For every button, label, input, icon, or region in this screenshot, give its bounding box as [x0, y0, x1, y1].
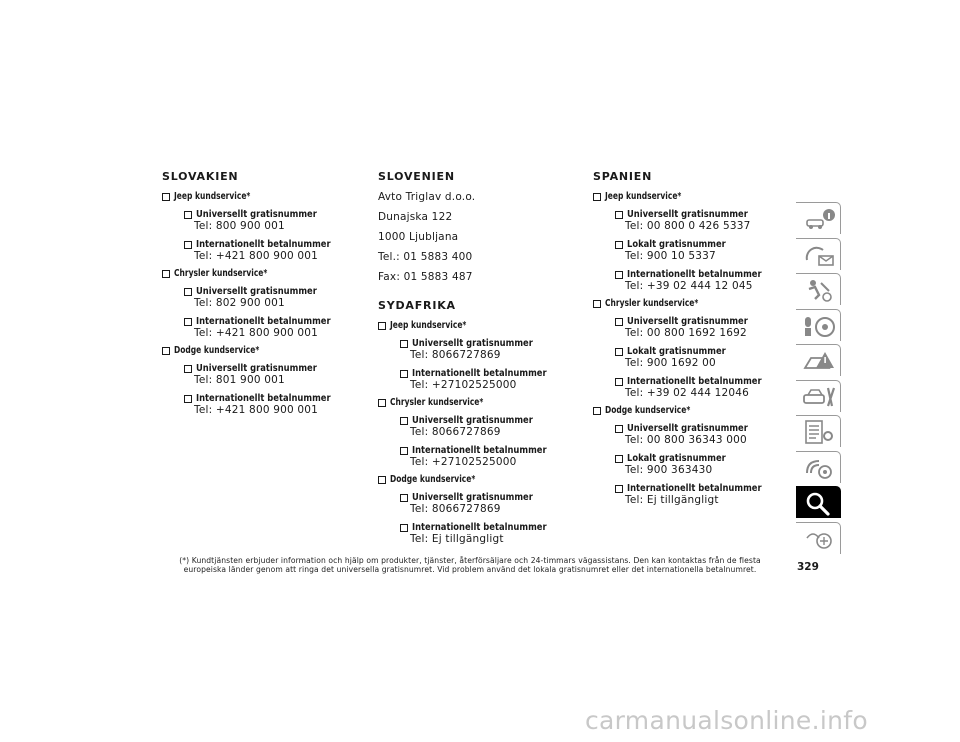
contact-entry — [400, 415, 583, 438]
checkbox-bullet-icon — [184, 241, 192, 249]
entry-label: Universellt gratisnummer — [400, 415, 583, 426]
entry-label: Universellt gratisnummer — [184, 286, 367, 297]
contact-entry — [615, 423, 798, 446]
entry-label: Universellt gratisnummer — [184, 209, 367, 220]
maintenance-icon — [801, 384, 837, 410]
tab-multimedia[interactable] — [796, 451, 841, 483]
address-line: 1000 Ljubljana — [378, 231, 459, 243]
entry-label: Universellt gratisnummer — [400, 492, 583, 503]
entry-tel: Tel: 802 900 001 — [194, 297, 285, 309]
entry-label: Universellt gratisnummer — [615, 209, 798, 220]
address-line: Avto Triglav d.o.o. — [378, 191, 476, 203]
checkbox-bullet-icon — [593, 193, 601, 201]
tab-emergency[interactable] — [796, 344, 841, 376]
contact-entry — [184, 393, 367, 416]
tab-safety[interactable] — [796, 273, 841, 305]
entry-tel: Tel: +27102525000 — [410, 456, 517, 468]
page-number: 329 — [797, 561, 819, 573]
entry-label: Universellt gratisnummer — [615, 316, 798, 327]
checkbox-bullet-icon — [184, 318, 192, 326]
entry-label: Internationellt betalnummer — [400, 368, 583, 379]
checkbox-bullet-icon — [400, 494, 408, 502]
contact-entry — [184, 239, 367, 262]
tab-technical-data[interactable] — [796, 415, 841, 447]
checkbox-bullet-icon — [615, 455, 623, 463]
tab-dashboard[interactable] — [796, 238, 841, 270]
entry-tel: Tel: 8066727869 — [410, 349, 501, 361]
tab-starting-driving[interactable] — [796, 309, 841, 341]
footnote: (*) Kundtjänsten erbjuder information och hjälp om produkter, tjänster, återförsäljare och 24-timmars vägassistans. Den kan kontaktas från de flesta europeiska länder genom att ringa det universella gratisnumret. Vid problem använd det lokala gratisnumret eller det internationella betalnumret. — [179, 556, 761, 574]
checkbox-bullet-icon — [162, 347, 170, 355]
tab-maintenance[interactable] — [796, 380, 841, 412]
checkbox-bullet-icon — [615, 378, 623, 386]
contact-entry — [615, 346, 798, 369]
checkbox-bullet-icon — [593, 407, 601, 415]
service-title: Dodge kundservice* — [162, 345, 367, 356]
entry-label: Internationellt betalnummer — [184, 393, 367, 404]
entry-tel: Tel: 800 900 001 — [194, 220, 285, 232]
entry-label: Internationellt betalnummer — [400, 445, 583, 456]
checkbox-bullet-icon — [378, 322, 386, 330]
checkbox-bullet-icon — [615, 425, 623, 433]
entry-label: Internationellt betalnummer — [184, 316, 367, 327]
checkbox-bullet-icon — [378, 476, 386, 484]
contact-entry — [615, 209, 798, 232]
contact-entry — [615, 483, 798, 506]
multimedia-icon — [801, 455, 837, 481]
entry-label: Lokalt gratisnummer — [615, 239, 798, 250]
contact-entry — [615, 239, 798, 262]
entry-tel: Tel: 8066727869 — [410, 503, 501, 515]
service-title: Dodge kundservice* — [378, 474, 583, 485]
service-title: Chrysler kundservice* — [593, 298, 798, 309]
service-title: Jeep kundservice* — [162, 191, 367, 202]
tab-search-index[interactable] — [796, 486, 841, 518]
contact-entry — [400, 368, 583, 391]
entry-tel: Tel: 00 800 0 426 5337 — [625, 220, 751, 232]
entry-tel: Tel: 900 1692 00 — [625, 357, 716, 369]
entry-tel: Tel: 00 800 36343 000 — [625, 434, 747, 446]
checkbox-bullet-icon — [378, 399, 386, 407]
entry-tel: Tel: +421 800 900 001 — [194, 250, 319, 262]
contact-entry — [615, 376, 798, 399]
checkbox-bullet-icon — [400, 340, 408, 348]
service-title: Jeep kundservice* — [593, 191, 798, 202]
entry-tel: Tel: +421 800 900 001 — [194, 404, 319, 416]
address-line: Fax: 01 5883 487 — [378, 271, 473, 283]
checkbox-bullet-icon — [615, 485, 623, 493]
search-index-icon — [801, 490, 837, 516]
checkbox-bullet-icon — [184, 288, 192, 296]
section-heading-slovakien: SLOVAKIEN — [162, 170, 239, 183]
address-line: Tel.: 01 5883 400 — [378, 251, 473, 263]
contact-entry — [184, 363, 367, 386]
checkbox-bullet-icon — [400, 447, 408, 455]
checkbox-bullet-icon — [615, 211, 623, 219]
watermark: carmanualsonline.info — [585, 706, 868, 735]
contact-entry — [400, 445, 583, 468]
service-list — [593, 191, 798, 506]
service-title: Jeep kundservice* — [378, 320, 583, 331]
entry-tel: Tel: 801 900 001 — [194, 374, 285, 386]
contact-entry — [184, 286, 367, 309]
checkbox-bullet-icon — [615, 271, 623, 279]
entry-tel: Tel: +39 02 444 12 045 — [625, 280, 753, 292]
emergency-icon — [801, 348, 837, 374]
language-icon — [801, 526, 837, 552]
contact-entry — [615, 269, 798, 292]
address-block — [378, 191, 583, 283]
chapter-tabs — [796, 202, 842, 557]
checkbox-bullet-icon — [162, 270, 170, 278]
checkbox-bullet-icon — [184, 211, 192, 219]
entry-label: Lokalt gratisnummer — [615, 346, 798, 357]
entry-label: Universellt gratisnummer — [615, 423, 798, 434]
checkbox-bullet-icon — [615, 348, 623, 356]
service-title: Chrysler kundservice* — [378, 397, 583, 408]
contact-entry — [184, 209, 367, 232]
entry-label: Universellt gratisnummer — [400, 338, 583, 349]
entry-label: Internationellt betalnummer — [615, 376, 798, 387]
checkbox-bullet-icon — [162, 193, 170, 201]
service-title: Chrysler kundservice* — [162, 268, 367, 279]
checkbox-bullet-icon — [400, 524, 408, 532]
service-title: Dodge kundservice* — [593, 405, 798, 416]
starting-driving-icon — [801, 313, 837, 339]
entry-label: Internationellt betalnummer — [184, 239, 367, 250]
entry-tel: Tel: +421 800 900 001 — [194, 327, 319, 339]
column-slovakien — [162, 170, 367, 416]
contact-entry — [400, 522, 583, 545]
entry-tel: Tel: 8066727869 — [410, 426, 501, 438]
entry-label: Lokalt gratisnummer — [615, 453, 798, 464]
entry-tel: Tel: 900 363430 — [625, 464, 713, 476]
entry-label: Internationellt betalnummer — [400, 522, 583, 533]
column-spanien — [593, 170, 798, 506]
entry-label: Internationellt betalnummer — [615, 269, 798, 280]
dashboard-warning-icon — [801, 242, 837, 268]
section-heading-spanien: SPANIEN — [593, 170, 653, 183]
entry-tel: Tel: 00 800 1692 1692 — [625, 327, 747, 339]
contact-entry — [184, 316, 367, 339]
entry-tel: Tel: 900 10 5337 — [625, 250, 716, 262]
contact-entry — [400, 338, 583, 361]
entry-tel: Tel: Ej tillgängligt — [410, 533, 504, 545]
service-list — [162, 191, 367, 416]
entry-tel: Tel: +39 02 444 12046 — [625, 387, 750, 399]
checkbox-bullet-icon — [615, 241, 623, 249]
checkbox-bullet-icon — [593, 300, 601, 308]
entry-label: Universellt gratisnummer — [184, 363, 367, 374]
entry-tel: Tel: Ej tillgängligt — [625, 494, 719, 506]
checkbox-bullet-icon — [184, 365, 192, 373]
entry-tel: Tel: +27102525000 — [410, 379, 517, 391]
contact-entry — [615, 316, 798, 339]
safety-airbag-icon — [801, 277, 837, 303]
car-info-icon — [801, 206, 837, 232]
tab-car-info[interactable] — [796, 202, 841, 234]
contact-entry — [400, 492, 583, 515]
section-heading-slovenien: SLOVENIEN — [378, 170, 455, 183]
service-list — [378, 320, 583, 545]
address-line: Dunajska 122 — [378, 211, 453, 223]
checkbox-bullet-icon — [615, 318, 623, 326]
section-heading-sydafrika: SYDAFRIKA — [378, 299, 456, 312]
column-slovenien-sydafrika — [378, 170, 583, 545]
checkbox-bullet-icon — [400, 370, 408, 378]
technical-data-icon — [801, 419, 837, 445]
contact-entry — [615, 453, 798, 476]
checkbox-bullet-icon — [184, 395, 192, 403]
tab-language[interactable] — [796, 522, 841, 554]
entry-label: Internationellt betalnummer — [615, 483, 798, 494]
checkbox-bullet-icon — [400, 417, 408, 425]
